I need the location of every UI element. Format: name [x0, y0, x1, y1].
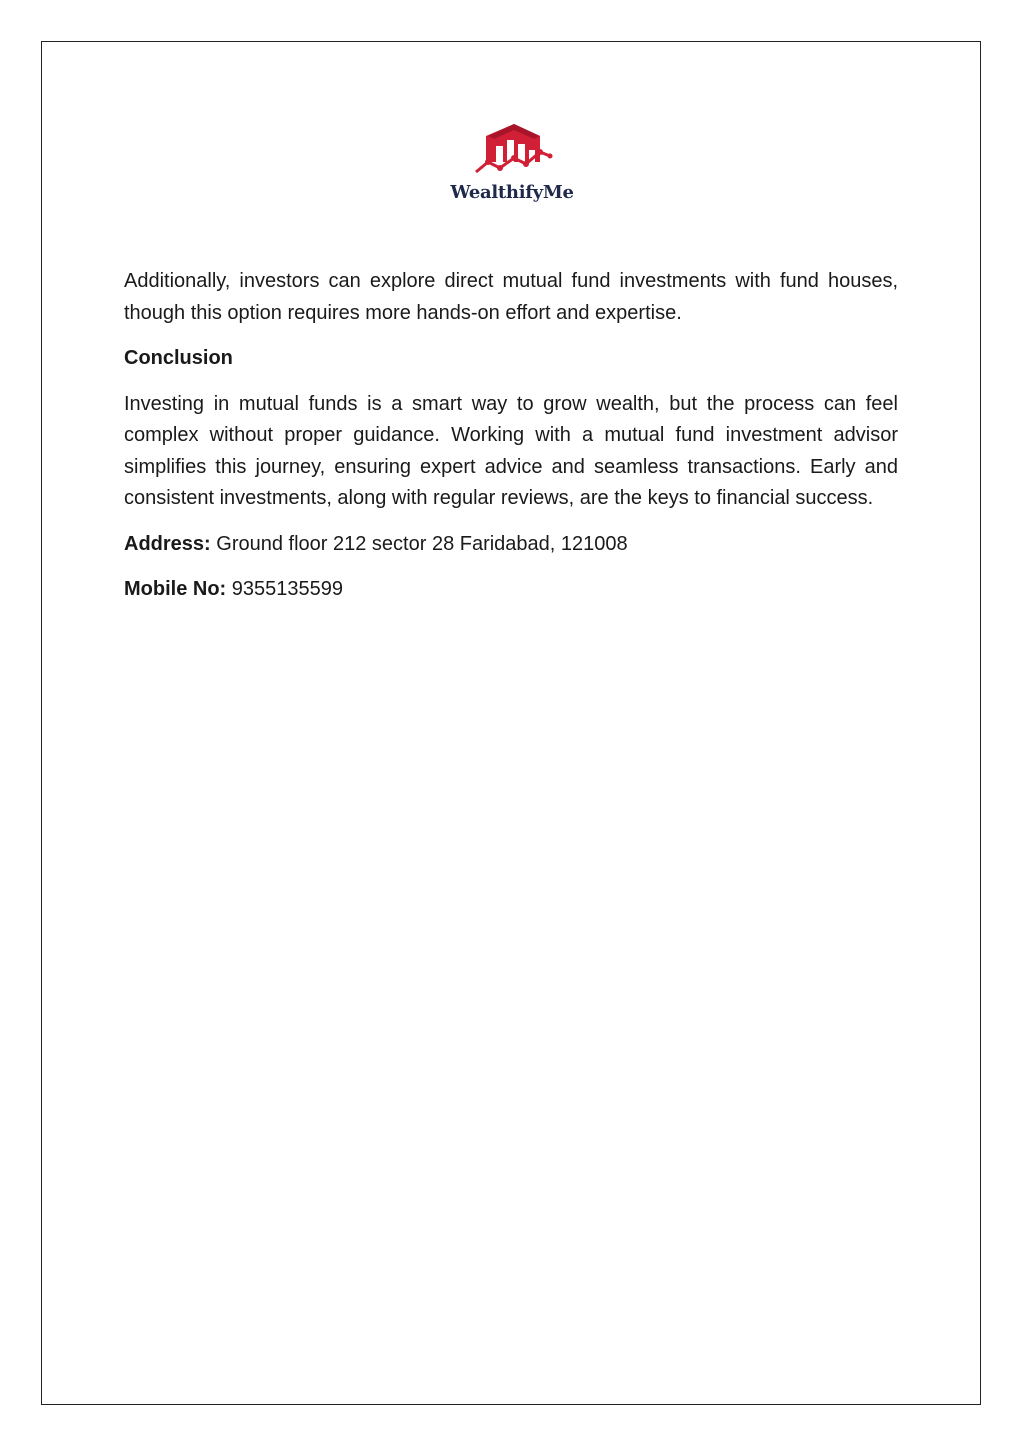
conclusion-heading: Conclusion — [124, 347, 233, 369]
mobile-label: Mobile No: — [124, 578, 227, 600]
page-border — [41, 41, 981, 1405]
mobile-line — [124, 574, 898, 606]
conclusion-paragraph: Investing in mutual funds is a smart way to grow wealth, but the process can feel complex without proper guidance. Working with a mutual fund investment advisor simplifies this journey, ensuring expert advice and seamless transactions. Early and consistent investments, along with regular reviews, are the keys to financial success. — [124, 392, 898, 509]
address-value: Ground floor 212 sector 28 Faridabad, 121008 — [216, 532, 628, 555]
intro-paragraph: Additionally, investors can explore direct mutual fund investments with fund houses, though this option requires more hands-on effort and expertise. — [124, 270, 898, 324]
address-label: Address: — [124, 532, 211, 555]
document-body — [124, 266, 898, 620]
mobile-value: 9355135599 — [231, 578, 344, 600]
brand-logo — [446, 120, 578, 210]
brand-name: WealthifyMe — [450, 182, 574, 203]
address-line — [124, 529, 898, 561]
building-chart-icon — [474, 122, 554, 182]
